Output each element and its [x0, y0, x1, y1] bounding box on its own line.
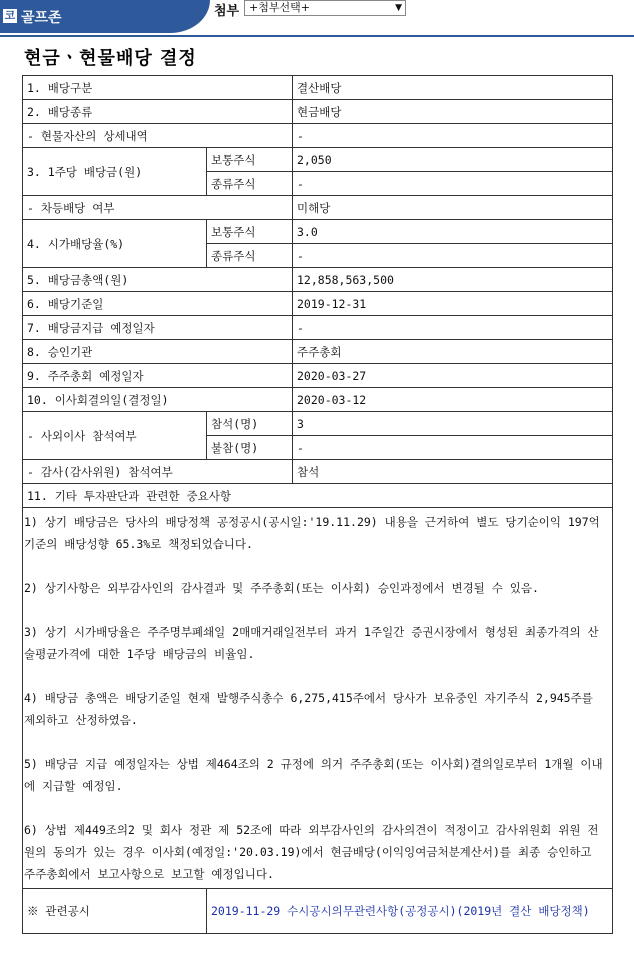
table-row — [23, 196, 613, 220]
note-paragraph: 2) 상기사항은 외부감사인의 감사결과 및 주주총회(또는 이사회) 승인과정에서 변경될 수 있음. — [24, 581, 539, 595]
row-sublabel: 보통주식 — [207, 220, 293, 244]
row-sublabel: 참석(명) — [207, 412, 293, 436]
row-value: 주주총회 — [293, 340, 613, 364]
row-value: 2,050 — [293, 148, 613, 172]
row-value: - — [293, 244, 613, 268]
row-label: 4. 시가배당율(%) — [23, 220, 207, 268]
table-row — [23, 412, 613, 436]
row-value: 12,858,563,500 — [293, 268, 613, 292]
row-label: 11. 기타 투자판단과 관련한 중요사항 — [23, 484, 613, 508]
company-name: 골프존 — [21, 10, 62, 26]
table-row — [23, 148, 613, 172]
related-row — [23, 889, 613, 934]
attachment-label: 첨부 — [214, 4, 240, 19]
row-value: 참석 — [293, 460, 613, 484]
table-row — [23, 460, 613, 484]
related-cell — [207, 889, 613, 934]
table-row — [23, 220, 613, 244]
row-value: 결산배당 — [293, 76, 613, 100]
row-label: - 차등배당 여부 — [23, 196, 293, 220]
table-row — [23, 340, 613, 364]
notes-cell — [23, 508, 613, 889]
row-label: - 감사(감사위원) 참석여부 — [23, 460, 293, 484]
table-row — [23, 388, 613, 412]
row-value: 2019-12-31 — [293, 292, 613, 316]
table-row — [23, 268, 613, 292]
top-bar — [0, 0, 634, 36]
row-label: 10. 이사회결의일(결정일) — [23, 388, 293, 412]
table-row — [23, 484, 613, 508]
row-value: - — [293, 172, 613, 196]
disclosure-table — [22, 75, 613, 934]
company-tab[interactable] — [0, 0, 210, 33]
attachment-selected-value: +첨부선택+ — [249, 1, 310, 14]
attachment-select[interactable] — [244, 0, 406, 16]
dropdown-arrow-icon: ▼ — [395, 3, 402, 13]
table-row — [23, 316, 613, 340]
related-label: ※ 관련공시 — [23, 889, 207, 934]
row-value: 3.0 — [293, 220, 613, 244]
row-label: 1. 배당구분 — [23, 76, 293, 100]
table-row — [23, 292, 613, 316]
table-row — [23, 76, 613, 100]
note-paragraph: 5) 배당금 지급 예정일자는 상법 제464조의 2 규정에 의거 주주총회(또는 이사회)결의일로부터 1개월 이내에 지급할 예정임. — [24, 757, 603, 793]
company-logo-icon: 코 — [4, 9, 16, 22]
row-value: 현금배당 — [293, 100, 613, 124]
row-sublabel: 종류주식 — [207, 244, 293, 268]
note-paragraph: 4) 배당금 총액은 배당기준일 현재 발행주식총수 6,275,415주에서 당사가 보유중인 자기주식 2,945주를 제외하고 산정하였음. — [24, 691, 593, 727]
row-sublabel: 보통주식 — [207, 148, 293, 172]
table-row — [23, 124, 613, 148]
notes-row — [23, 508, 613, 889]
row-value: - — [293, 316, 613, 340]
row-label: 5. 배당금총액(원) — [23, 268, 293, 292]
row-sublabel: 불참(명) — [207, 436, 293, 460]
row-value: - — [293, 124, 613, 148]
row-value: 미해당 — [293, 196, 613, 220]
row-label: 2. 배당종류 — [23, 100, 293, 124]
page-title: 현금ㆍ현물배당 결정 — [24, 48, 197, 69]
note-paragraph: 3) 상기 시가배당율은 주주명부폐쇄일 2매매거래일전부터 과거 1주일간 증권시장에서 형성된 최종가격의 산술평균가격에 대한 1주당 배당금의 비율임. — [24, 625, 599, 661]
row-sublabel: 종류주식 — [207, 172, 293, 196]
table-row — [23, 364, 613, 388]
row-label: 8. 승인기관 — [23, 340, 293, 364]
row-label: 3. 1주당 배당금(원) — [23, 148, 207, 196]
row-label: - 사외이사 참석여부 — [23, 412, 207, 460]
table-row — [23, 100, 613, 124]
note-paragraph: 6) 상법 제449조의2 및 회사 정관 제 52조에 따라 외부감사인의 감사의견이 적정이고 감사위원회 위원 전원의 동의가 있는 경우 이사회(예정일:'20.03.19)에서 현금배당(이익잉여금처분계산서)를 최종 승인하고 주주총회에서 보고사항으로 보고할 예정입니다. — [24, 823, 599, 881]
row-value: 3 — [293, 412, 613, 436]
row-value: 2020-03-12 — [293, 388, 613, 412]
row-value: 2020-03-27 — [293, 364, 613, 388]
note-paragraph: 1) 상기 배당금은 당사의 배당정책 공정공시(공시일:'19.11.29) 내용을 근거하여 별도 당기순이익 197억 기준의 배당성향 65.3%로 책정되었습니다. — [24, 515, 600, 551]
row-label: 9. 주주총회 예정일자 — [23, 364, 293, 388]
row-label: - 현물자산의 상세내역 — [23, 124, 293, 148]
row-label: 6. 배당기준일 — [23, 292, 293, 316]
row-label: 7. 배당금지급 예정일자 — [23, 316, 293, 340]
row-value: - — [293, 436, 613, 460]
header-divider — [0, 35, 634, 37]
related-disclosure-link[interactable]: 2019-11-29 수시공시의무관련사항(공정공시)(2019년 결산 배당정책) — [211, 903, 590, 918]
